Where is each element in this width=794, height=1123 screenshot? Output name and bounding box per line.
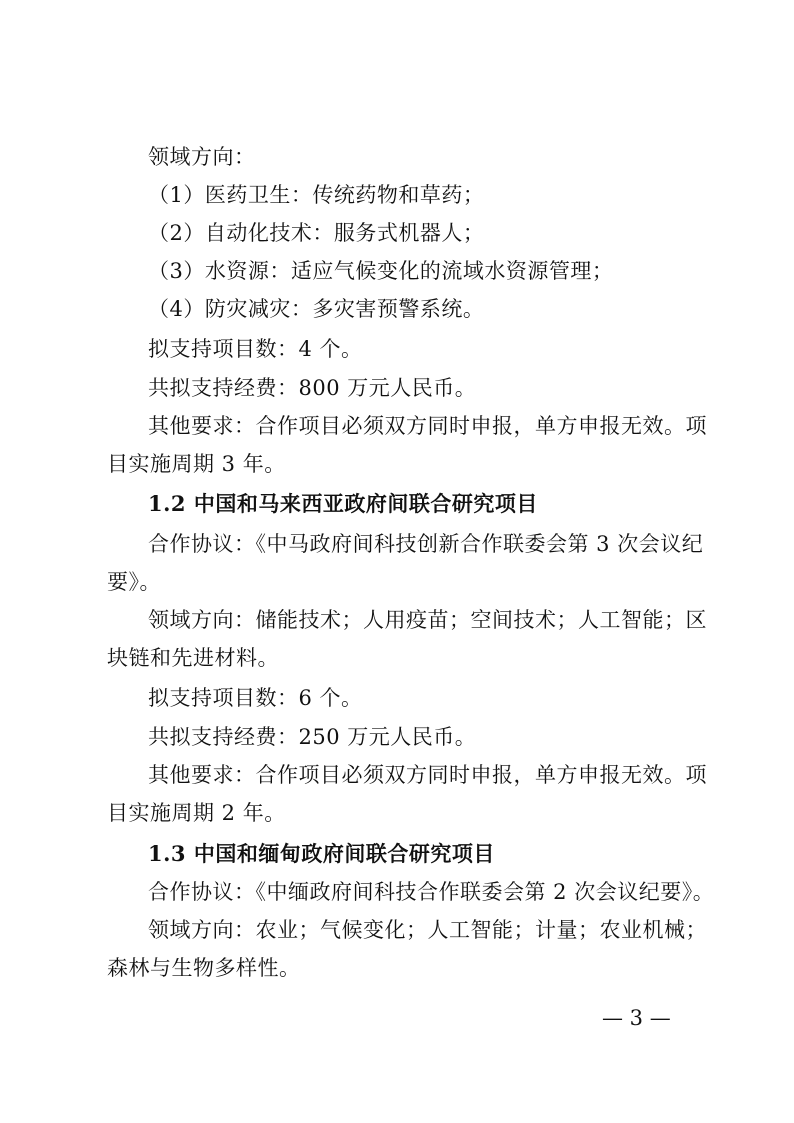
field-direction-1-2: 领域方向：储能技术；人用疫苗；空间技术；人工智能；区 [148,608,707,632]
field-item-4: （4）防灾减灾：多灾害预警系统。 [148,297,485,321]
other-requirements-1-continued: 目实施周期 3 年。 [107,452,286,476]
cooperation-agreement-1-3: 合作协议：《中缅政府间科技合作联委会第 2 次会议纪要》。 [148,880,715,904]
cooperation-agreement-1-2: 合作协议：《中马政府间科技创新合作联委会第 3 次会议纪 [148,532,704,556]
field-direction-1-2-continued: 块链和先进材料。 [107,646,279,670]
funding-1: 共拟支持经费：800 万元人民币。 [148,376,477,400]
cooperation-agreement-1-2-continued: 要》。 [107,570,161,594]
field-item-2: （2）自动化技术：服务式机器人； [148,221,485,245]
project-count-1: 拟支持项目数：4 个。 [148,337,363,361]
page-number: — 3 — [602,1006,671,1030]
funding-1-2: 共拟支持经费：250 万元人民币。 [148,725,477,749]
field-direction-label: 领域方向： [148,145,256,169]
other-requirements-1-2-continued: 目实施周期 2 年。 [107,801,286,825]
section-heading-1-2: 1.2 中国和马来西亚政府间联合研究项目 [148,491,538,516]
other-requirements-1-2: 其他要求：合作项目必须双方同时申报，单方申报无效。项 [148,763,707,787]
project-count-1-2: 拟支持项目数：6 个。 [148,686,363,710]
field-item-3: （3）水资源：适应气候变化的流域水资源管理； [148,259,614,283]
field-item-1: （1）医药卫生：传统药物和草药； [148,183,485,207]
section-heading-1-3: 1.3 中国和缅甸政府间联合研究项目 [148,841,495,866]
field-direction-1-3-continued: 森林与生物多样性。 [107,956,301,980]
field-direction-1-3: 领域方向：农业；气候变化；人工智能；计量；农业机械； [148,918,707,942]
other-requirements-1: 其他要求：合作项目必须双方同时申报，单方申报无效。项 [148,414,707,438]
